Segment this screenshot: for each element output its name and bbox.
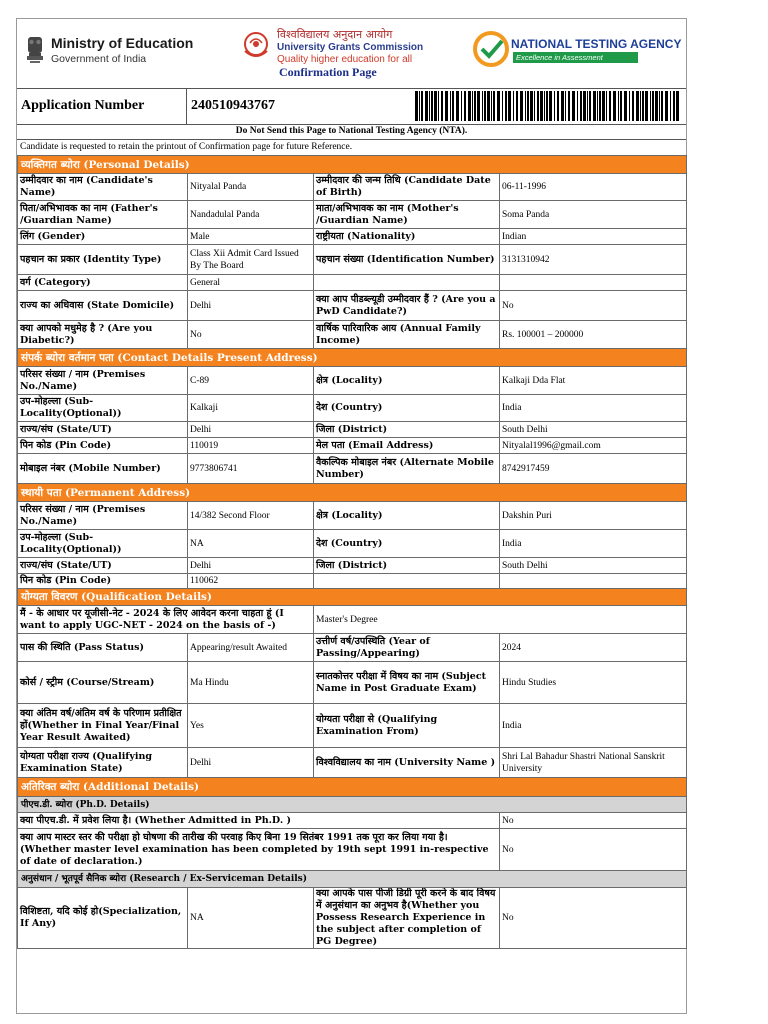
field-label: क्या आप मास्टर स्तर की परीक्षा हो घोषणा की तारीख की परवाह किए बिना 19 सितंबर 1991 तक पूरा कर लिया गया है। (Whether master level examination has been completed by 19th sept 1991 in-respective of date of declaration.): [18, 829, 500, 871]
field-label: उत्तीर्ण वर्ष/उपस्थिति (Year of Passing/Appearing): [314, 634, 500, 662]
confirmation-page: [16, 18, 687, 1014]
field-value: 14/382 Second Floor: [188, 502, 314, 530]
field-value: Hindu Studies: [500, 662, 687, 704]
barcode-bar: [587, 91, 588, 121]
barcode-bar: [537, 91, 539, 121]
section-title: संपर्क ब्योरा वर्तमान पता (Contact Details Present Address): [18, 349, 687, 367]
section-title: अतिरिक्त ब्योरा (Additional Details): [18, 778, 687, 797]
section-header-personal: [18, 156, 687, 174]
field-label: वर्ग (Category): [18, 275, 188, 291]
moe-logo-block: [25, 33, 205, 73]
barcode-bar: [477, 91, 480, 121]
field-label: परिसर संख्या / नाम (Premises No./Name): [18, 502, 188, 530]
barcode-bar: [484, 91, 486, 121]
barcode-bar: [561, 91, 564, 121]
field-label: जिला (District): [314, 558, 500, 574]
field-label: मैं - के आधार पर यूजीसी-नेट - 2024 के लिए आवेदन करना चाहता हूं (I want to apply UGC-NET - 2024 on the basis of -): [18, 606, 314, 634]
barcode-bar: [655, 91, 658, 121]
barcode-bar: [568, 91, 570, 121]
field-label: राज्य/संघ (State/UT): [18, 422, 188, 438]
table-row: [18, 813, 687, 829]
field-label: विशिष्टता, यदि कोई हो(Specialization, If Any): [18, 888, 188, 949]
field-value: Dakshin Puri: [500, 502, 687, 530]
field-value: Master's Degree: [314, 606, 687, 634]
field-label: स्नातकोत्तर परीक्षा में विषय का नाम (Subject Name in Post Graduate Exam): [314, 662, 500, 704]
moe-title: Ministry of Education: [51, 35, 194, 51]
table-row: [18, 245, 687, 275]
field-label: मोबाइल नंबर (Mobile Number): [18, 454, 188, 484]
field-value: Nandadulal Panda: [188, 201, 314, 229]
nta-tagline: Excellence in Assessment: [513, 52, 638, 63]
barcode-bar: [461, 91, 462, 121]
field-value: No: [500, 888, 687, 949]
field-value: [500, 574, 687, 589]
field-label: क्या आप पीडब्ल्यूडी उम्मीदवार हैं ? (Are you a PwD Candidate?): [314, 291, 500, 321]
field-label: परिसर संख्या / नाम (Premises No./Name): [18, 367, 188, 395]
subsection-header-phd: [18, 797, 687, 813]
section-title: योग्यता विवरण (Qualification Details): [18, 589, 687, 606]
field-label: पास की स्थिति (Pass Status): [18, 634, 188, 662]
field-label: जिला (District): [314, 422, 500, 438]
field-label: विश्वविद्यालय का नाम (University Name ): [314, 748, 500, 778]
field-label: कोर्स / स्ट्रीम (Course/Stream): [18, 662, 188, 704]
field-value: South Delhi: [500, 558, 687, 574]
field-label: उम्मीदवार की जन्म तिथि (Candidate Date of Birth): [314, 174, 500, 201]
table-row: [18, 662, 687, 704]
field-value: Ma Hindu: [188, 662, 314, 704]
section-header-qualification: [18, 589, 687, 606]
field-label: उप-मोहल्ला (Sub-Locality(Optional)): [18, 530, 188, 558]
barcode-bar: [505, 91, 507, 121]
barcode-bar: [673, 91, 675, 121]
barcode-bar: [516, 91, 518, 121]
barcode-bar: [640, 91, 641, 121]
table-row: [18, 275, 687, 291]
field-value: Delhi: [188, 291, 314, 321]
field-label: क्या पीएच.डी. में प्रवेश लिया है। (Whether Admitted in Ph.D. ): [18, 813, 500, 829]
barcode-bar: [425, 91, 428, 121]
barcode-bar: [491, 91, 492, 121]
barcode-bar: [549, 91, 552, 121]
table-row: [18, 634, 687, 662]
ugc-tagline: Quality higher education for all: [277, 54, 413, 65]
field-label: क्षेत्र (Locality): [314, 502, 500, 530]
barcode-bar: [445, 91, 448, 121]
barcode-bar: [659, 91, 660, 121]
field-value: Shri Lal Bahadur Shastri National Sanskrit University: [500, 748, 687, 778]
barcode-bar: [599, 91, 601, 121]
barcode-bar: [544, 91, 545, 121]
table-row: [18, 502, 687, 530]
barcode-bar: [429, 91, 430, 121]
field-label: [314, 275, 500, 291]
barcode-bar: [665, 91, 668, 121]
nta-check-icon: [473, 31, 509, 67]
table-row: [18, 174, 687, 201]
field-value: 06-11-1996: [500, 174, 687, 201]
barcode-bar: [468, 91, 471, 121]
field-label: उम्मीदवार का नाम (Candidate's Name): [18, 174, 188, 201]
barcode-bar: [602, 91, 605, 121]
barcode-bar: [620, 91, 622, 121]
field-value: Appearing/result Awaited: [188, 634, 314, 662]
barcode-bar: [632, 91, 634, 121]
table-row: [18, 321, 687, 349]
details-table: [17, 155, 687, 949]
field-label: राज्य/संघ (State/UT): [18, 558, 188, 574]
do-not-send-notice: Do Not Send this Page to National Testing Agency (NTA).: [17, 123, 686, 140]
field-value: [500, 275, 687, 291]
application-number-row: [17, 88, 686, 125]
barcode-bar: [493, 91, 495, 121]
barcode-bar: [636, 91, 639, 121]
barcode-bar: [624, 91, 627, 121]
barcode-bar: [565, 91, 566, 121]
field-value: Kalkaji: [188, 395, 314, 422]
field-label: पहचान का प्रकार (Identity Type): [18, 245, 188, 275]
field-label: पिन कोड (Pin Code): [18, 574, 188, 589]
application-number-label: Application Number: [21, 98, 145, 113]
barcode-bar: [482, 91, 483, 121]
barcode-bar: [508, 91, 511, 121]
barcode-bar: [441, 91, 443, 121]
field-value: Soma Panda: [500, 201, 687, 229]
nta-name: NATIONAL TESTING AGENCY: [511, 37, 682, 51]
field-value: No: [188, 321, 314, 349]
barcode-bar: [472, 91, 473, 121]
field-label: क्या आपको मधुमेह है ? (Are you Diabetic?): [18, 321, 188, 349]
nta-logo-block: [473, 31, 685, 71]
barcode-bar: [450, 91, 451, 121]
barcode-bar: [652, 91, 654, 121]
table-row: [18, 888, 687, 949]
field-value: South Delhi: [500, 422, 687, 438]
barcode-bar: [452, 91, 454, 121]
field-value: C-89: [188, 367, 314, 395]
field-label: पिन कोड (Pin Code): [18, 438, 188, 454]
barcode-bar: [513, 91, 514, 121]
table-row: [18, 606, 687, 634]
field-label: पिता/अभिभावक का नाम (Father's /Guardian Name): [18, 201, 188, 229]
barcode-bar: [577, 91, 578, 121]
field-label: क्या अंतिम वर्ष/अंतिम वर्ष के परिणाम प्रतीक्षित हों(Whether in Final Year/Final Year Result Awaited): [18, 704, 188, 748]
ugc-hindi-name: विश्वविद्यालय अनुदान आयोग: [277, 28, 393, 41]
field-label: माता/अभिभावक का नाम (Mother's /Guardian Name): [314, 201, 500, 229]
section-header-additional: [18, 778, 687, 797]
page-title: Confirmation Page: [279, 65, 377, 79]
barcode-bar: [527, 91, 529, 121]
field-value: India: [500, 530, 687, 558]
page-header: [17, 19, 686, 87]
barcode-bar: [464, 91, 466, 121]
field-value: India: [500, 704, 687, 748]
field-value: 110062: [188, 574, 314, 589]
barcode-bar: [593, 91, 596, 121]
field-value: Delhi: [188, 748, 314, 778]
subsection-title: अनुसंधान / भूतपूर्व सैनिक ब्योरा (Research / Ex-Serviceman Details): [18, 871, 687, 888]
barcode-bar: [474, 91, 476, 121]
field-value: Nityalal Panda: [188, 174, 314, 201]
subsection-title: पीएच.डी. ब्योरा (Ph.D. Details): [18, 797, 687, 813]
barcode-bar: [525, 91, 526, 121]
table-row: [18, 748, 687, 778]
barcode-icon: [413, 91, 685, 121]
retain-note: Candidate is requested to retain the printout of Confirmation page for future Reference.: [20, 142, 353, 152]
field-value: NA: [188, 888, 314, 949]
barcode-bar: [540, 91, 543, 121]
barcode-bar: [431, 91, 433, 121]
barcode-bar: [421, 91, 423, 121]
barcode-bar: [554, 91, 555, 121]
table-row: [18, 704, 687, 748]
table-row: [18, 229, 687, 245]
field-label: राष्ट्रीयता (Nationality): [314, 229, 500, 245]
field-value: Yes: [188, 704, 314, 748]
field-value: Kalkaji Dda Flat: [500, 367, 687, 395]
section-title: व्यक्तिगत ब्योरा (Personal Details): [18, 156, 687, 174]
barcode-bar: [629, 91, 630, 121]
barcode-bar: [642, 91, 644, 121]
field-label: पहचान संख्या (Identification Number): [314, 245, 500, 275]
field-value: 8742917459: [500, 454, 687, 484]
field-value: Rs. 100001 – 200000: [500, 321, 687, 349]
barcode-bar: [434, 91, 437, 121]
barcode-bar: [502, 91, 503, 121]
field-label: लिंग (Gender): [18, 229, 188, 245]
field-value: NA: [188, 530, 314, 558]
barcode-bar: [597, 91, 598, 121]
field-label: उप-मोहल्ला (Sub-Locality(Optional)): [18, 395, 188, 422]
barcode-bar: [487, 91, 490, 121]
barcode-bar: [456, 91, 459, 121]
field-value: Male: [188, 229, 314, 245]
barcode-bar: [419, 91, 420, 121]
table-row: [18, 530, 687, 558]
barcode-bar: [580, 91, 582, 121]
ugc-emblem-icon: [239, 29, 273, 63]
moe-subtitle: Government of India: [51, 53, 147, 65]
application-number-value: 240510943767: [191, 98, 275, 113]
field-value: No: [500, 813, 687, 829]
field-label: योग्यता परीक्षा से (Qualifying Examination From): [314, 704, 500, 748]
section-header-contact: [18, 349, 687, 367]
barcode-bar: [534, 91, 535, 121]
table-row: [18, 438, 687, 454]
field-value: No: [500, 829, 687, 871]
barcode-bar: [589, 91, 591, 121]
table-row: [18, 558, 687, 574]
field-value: 3131310942: [500, 245, 687, 275]
barcode-bar: [546, 91, 548, 121]
field-label: राज्य का अधिवास (State Domicile): [18, 291, 188, 321]
barcode-bar: [583, 91, 586, 121]
field-value: Delhi: [188, 422, 314, 438]
field-value: 110019: [188, 438, 314, 454]
field-value: 9773806741: [188, 454, 314, 484]
barcode-bar: [415, 91, 418, 121]
subsection-header-research: [18, 871, 687, 888]
field-value: Nityalal1996@gmail.com: [500, 438, 687, 454]
section-title: स्थायी पता (Permanent Address): [18, 484, 687, 502]
divider: [186, 89, 187, 124]
field-value: India: [500, 395, 687, 422]
section-header-permanent: [18, 484, 687, 502]
barcode-bar: [613, 91, 616, 121]
barcode-bar: [606, 91, 607, 121]
field-label: क्षेत्र (Locality): [314, 367, 500, 395]
barcode-bar: [609, 91, 611, 121]
field-label: वार्षिक पारिवारिक आय (Annual Family Income): [314, 321, 500, 349]
table-row: [18, 201, 687, 229]
field-value: General: [188, 275, 314, 291]
field-label: वैकल्पिक मोबाइल नंबर (Alternate Mobile Number): [314, 454, 500, 484]
field-value: 2024: [500, 634, 687, 662]
table-row: [18, 422, 687, 438]
table-row: [18, 291, 687, 321]
field-value: No: [500, 291, 687, 321]
field-value: Class Xii Admit Card Issued By The Board: [188, 245, 314, 275]
barcode-bar: [661, 91, 663, 121]
field-label: देश (Country): [314, 395, 500, 422]
field-label: क्या आपके पास पीजी डिग्री पूरी करने के बाद विषय में अनुसंधान का अनुभव है(Whether you Possess Research Experience in the subject after completion of PG Degree): [314, 888, 500, 949]
table-row: [18, 367, 687, 395]
ugc-name: University Grants Commission: [277, 42, 424, 53]
barcode-bar: [438, 91, 439, 121]
table-row: [18, 395, 687, 422]
barcode-bar: [676, 91, 679, 121]
barcode-bar: [557, 91, 559, 121]
table-row: [18, 454, 687, 484]
barcode-bar: [520, 91, 523, 121]
barcode-bar: [572, 91, 575, 121]
table-row: [18, 574, 687, 589]
field-label: [314, 574, 500, 589]
barcode-bar: [670, 91, 671, 121]
barcode-bar: [645, 91, 648, 121]
field-value: Delhi: [188, 558, 314, 574]
barcode-bar: [618, 91, 619, 121]
field-label: देश (Country): [314, 530, 500, 558]
field-value: Indian: [500, 229, 687, 245]
table-row: [18, 829, 687, 871]
field-label: योग्यता परीक्षा राज्य (Qualifying Examination State): [18, 748, 188, 778]
barcode-bar: [530, 91, 533, 121]
field-label: मेल पता (Email Address): [314, 438, 500, 454]
barcode-bar: [497, 91, 500, 121]
emblem-icon: [25, 35, 45, 65]
barcode-bar: [650, 91, 651, 121]
